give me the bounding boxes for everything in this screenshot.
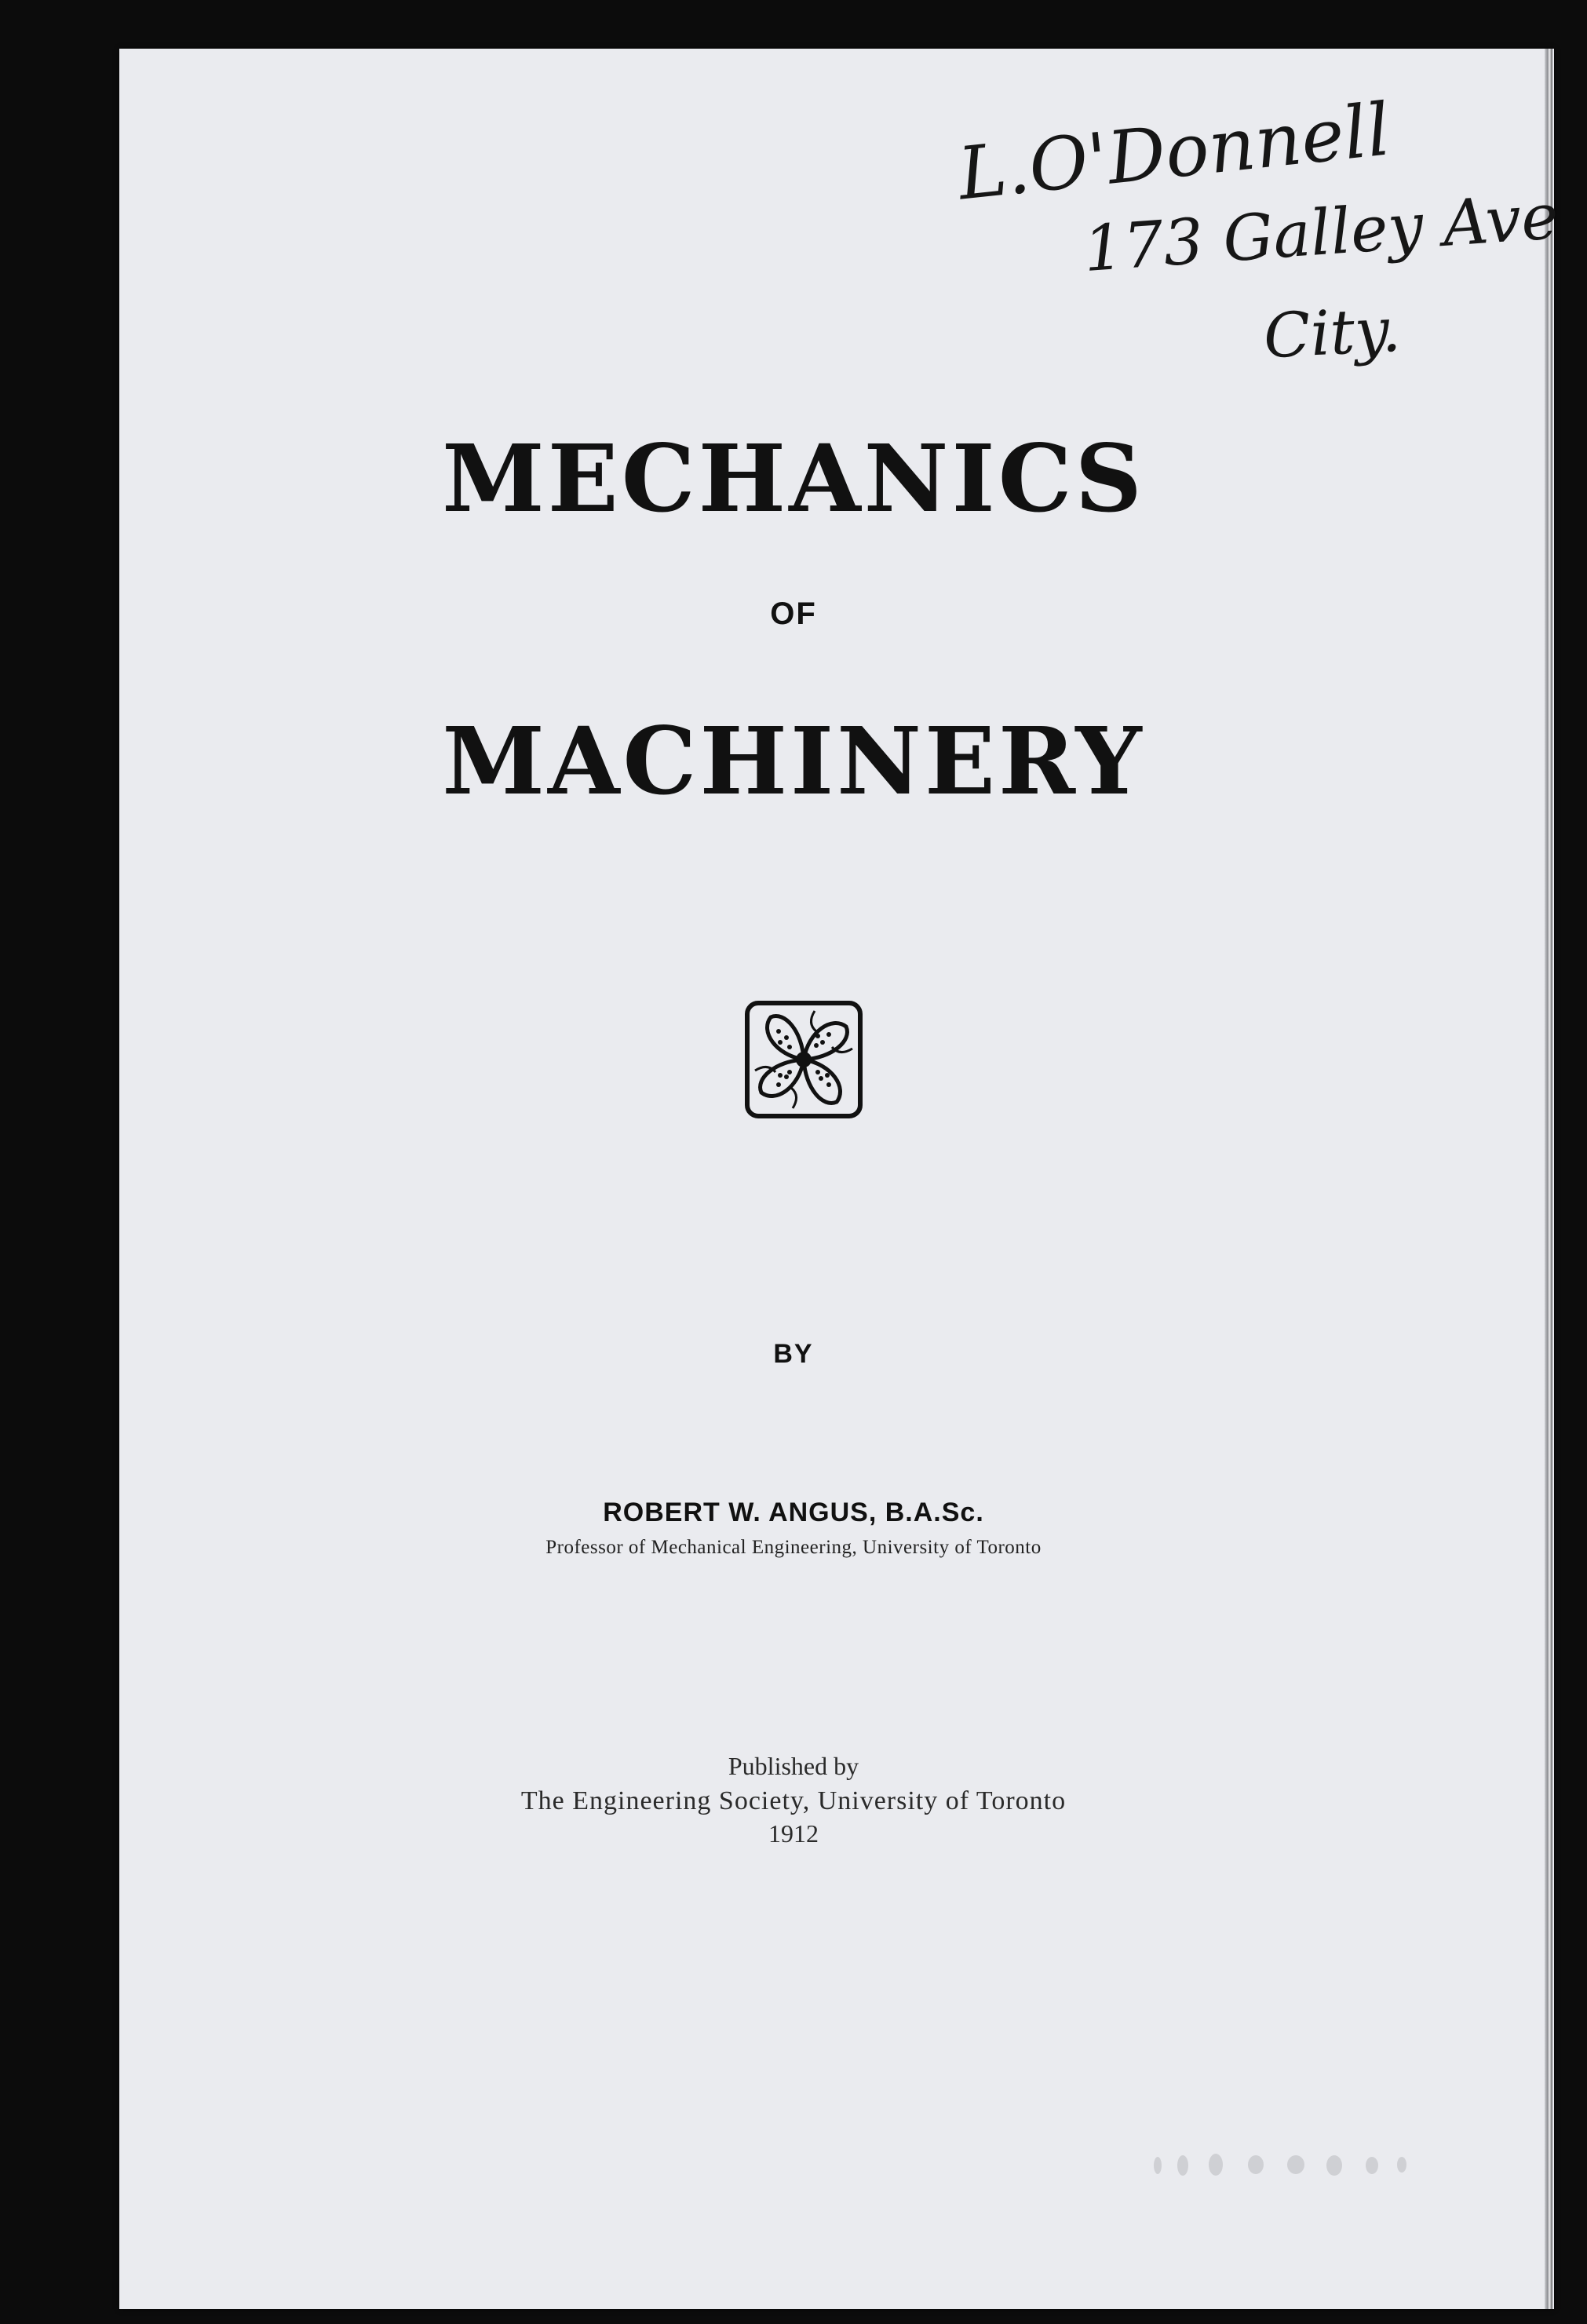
faded-stamp-mark xyxy=(1397,2157,1406,2173)
book-title-line-3: MACHINERY xyxy=(442,706,1145,815)
author-affiliation: Professor of Mechanical Engineering, University of Toronto xyxy=(545,1537,1042,1558)
faded-stamp-mark xyxy=(1287,2155,1304,2174)
faded-stamp-mark xyxy=(1248,2155,1264,2174)
published-by-label: Published by xyxy=(728,1752,859,1780)
handwritten-owner-name: L.O'Donnell xyxy=(954,87,1395,217)
book-title-line-1: MECHANICS xyxy=(442,424,1145,533)
faded-stamp-mark xyxy=(1209,2154,1223,2176)
title-page xyxy=(119,49,1554,2309)
faded-stamp-mark xyxy=(1326,2155,1342,2176)
publication-year: 1912 xyxy=(768,1819,819,1848)
author-name: ROBERT W. ANGUS, B.A.Sc. xyxy=(603,1498,984,1527)
byline-by: BY xyxy=(773,1339,814,1369)
faded-stamp-mark xyxy=(1177,2155,1188,2176)
faded-stamp-mark xyxy=(1154,2157,1162,2174)
floral-ornament-icon xyxy=(744,1000,863,1119)
page-edge xyxy=(1545,49,1552,2309)
handwritten-owner-address: 173 Galley Ave xyxy=(1081,179,1561,286)
publisher-name: The Engineering Society, University of Toronto xyxy=(520,1786,1067,1815)
book-title-line-2: OF xyxy=(770,597,817,631)
handwritten-owner-city: City. xyxy=(1261,294,1403,373)
faded-stamp-mark xyxy=(1366,2157,1378,2174)
